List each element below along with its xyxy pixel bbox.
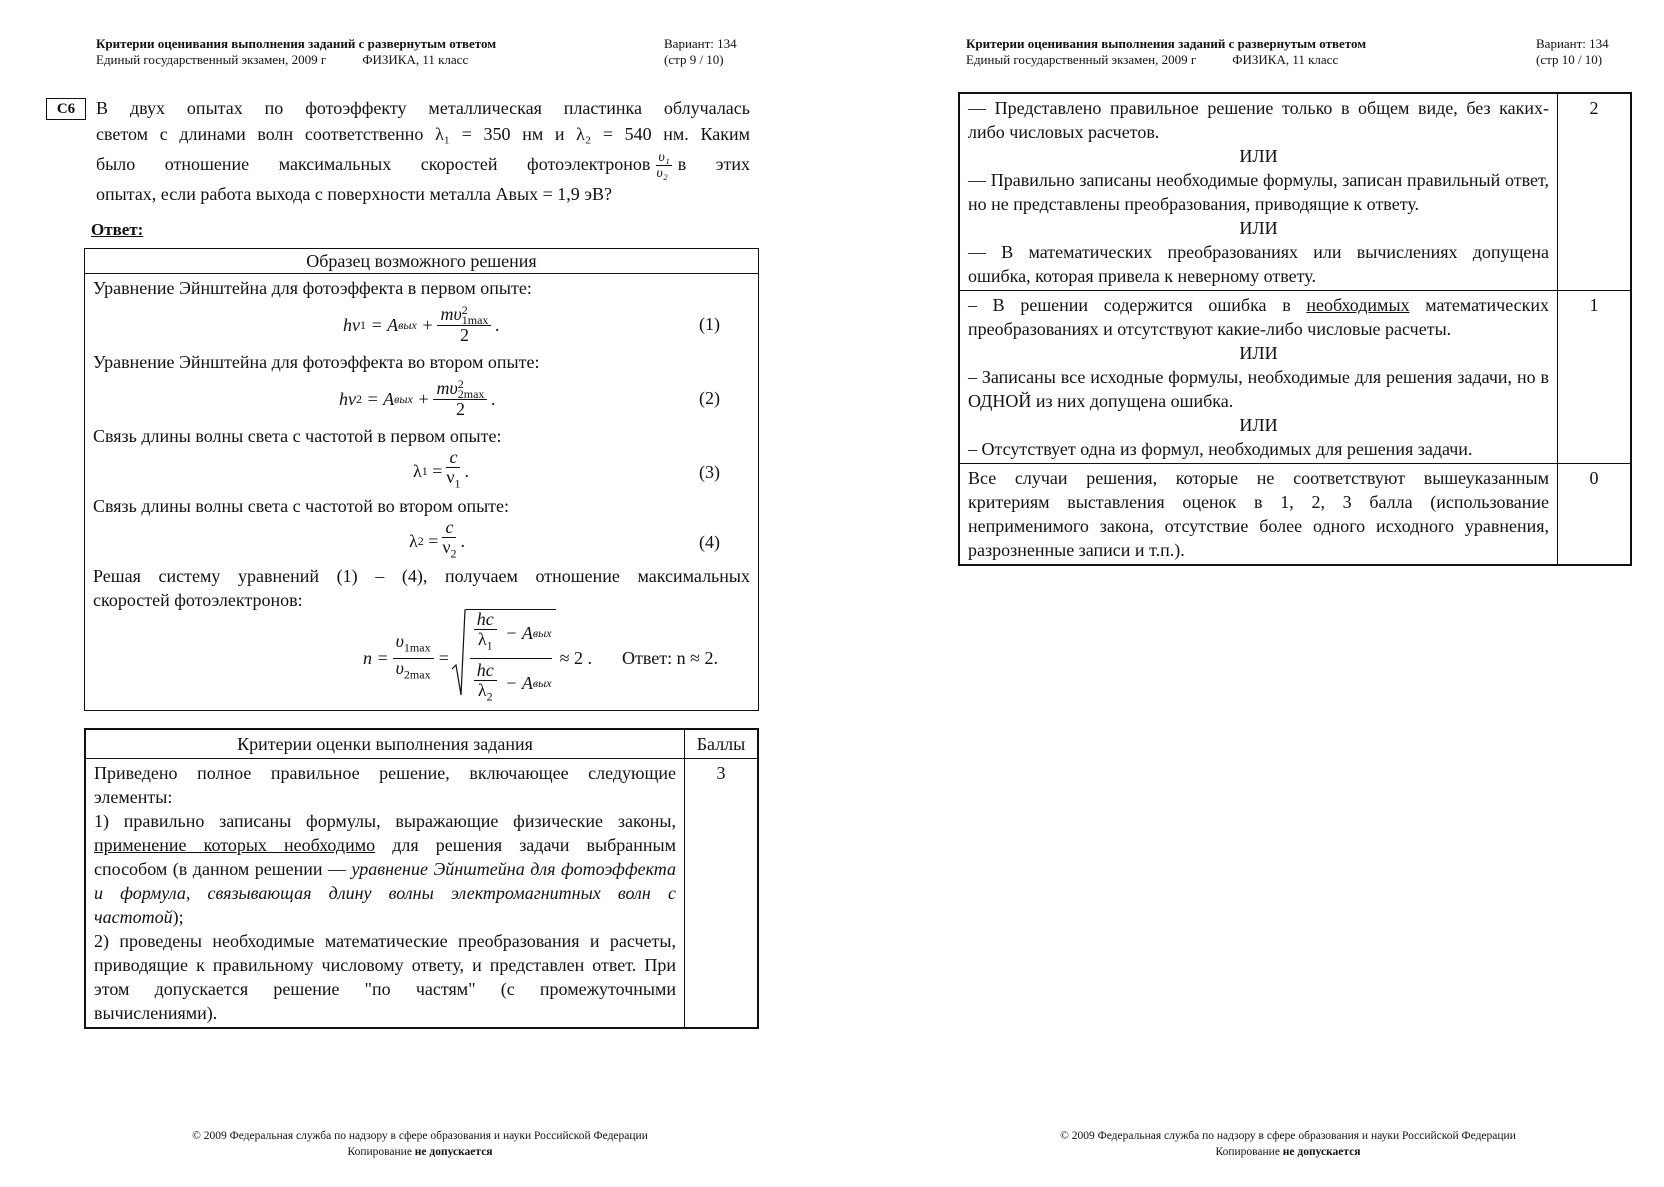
conclusion-text: скоростей фотоэлектронов: <box>93 590 303 610</box>
points-value: 1 <box>1558 291 1631 464</box>
page-header <box>96 36 496 68</box>
solution-step-text: Уравнение Эйнштейна для фотоэффекта в первом опыте: <box>93 278 532 298</box>
header-subject: ФИЗИКА, 11 класс <box>362 52 469 67</box>
formula-term: hc <box>474 661 497 681</box>
page-footer <box>872 1128 1664 1160</box>
text-run: – В решении содержится ошибка в <box>968 295 1307 315</box>
answer-label: Ответ: <box>91 220 144 239</box>
criteria-paragraph: 2) проведены необходимые математические преобразования и расчеты, приводящие к правильному числовому ответу, и представлен ответ. При этом допускается решение "по частям" (с промежуточными вычислениями). <box>94 931 676 1023</box>
header-subject: ФИЗИКА, 11 класс <box>1232 52 1339 67</box>
formula-sub: 1 <box>421 463 428 478</box>
header-exam: Единый государственный экзамен, 2009 г <box>96 52 327 67</box>
footer-copyright: © 2009 Федеральная служба по надзору в сфере образования и науки Российской Федерации <box>192 1130 648 1142</box>
formula-term: hν <box>343 314 360 335</box>
formula-term: hν <box>339 388 356 409</box>
equation-number: (3) <box>699 462 720 482</box>
solution-step-text: Связь длины волны света с частотой в первом опыте: <box>93 426 502 446</box>
formula-term: A <box>521 673 533 694</box>
formula-3: λ 1 = c $\nu_1$ . (3) <box>413 447 720 491</box>
ratio-denominator: υ₂ <box>656 166 668 182</box>
text-run: Копирование <box>347 1146 415 1158</box>
formula-term: λ <box>413 460 422 481</box>
formula-term: c <box>442 518 456 538</box>
solution-step-text: Уравнение Эйнштейна для фотоэффекта во втором опыте: <box>93 352 540 372</box>
underlined-text: необходимых <box>1306 295 1410 315</box>
formula-term: A <box>387 314 399 335</box>
formula-term: A <box>521 622 533 643</box>
velocity-ratio <box>656 150 671 181</box>
formula-sub: вых <box>532 676 552 691</box>
underlined-text: применение которых необходимо <box>94 835 376 855</box>
task-line-part: в этих <box>677 154 750 174</box>
criteria-table-continued <box>958 92 1632 566</box>
header-page-number: (стр 10 / 10) <box>1536 52 1603 67</box>
formula-sub: 1 <box>454 476 461 491</box>
criteria-text <box>960 94 1558 291</box>
or-separator: ИЛИ <box>1239 146 1278 166</box>
sqrt-sign-icon <box>452 609 466 697</box>
or-separator: ИЛИ <box>1239 343 1278 363</box>
square-root: hc $\lambda_1$ − A вых hc $\lambda_2$ − A вых <box>452 609 556 706</box>
task-line: светом с длинами волн соответственно λ₁ = 350 нм и λ₂ = 540 нм. Каким <box>96 124 750 144</box>
formula-sub: 2max <box>457 387 485 402</box>
criteria-header-row <box>86 730 758 759</box>
task-id-badge: С6 <box>46 98 86 120</box>
formula-term: n <box>363 647 372 668</box>
or-separator: ИЛИ <box>1239 218 1278 238</box>
formula-2: hν 2 = A вых + mυ 2 2max 2 . (2) <box>339 377 720 420</box>
formula-sub: 1max <box>403 640 431 655</box>
criteria-row <box>960 464 1631 565</box>
solution-box <box>84 248 759 711</box>
criteria-header: Критерии оценки выполнения задания <box>86 730 685 759</box>
footer-copy-notice <box>872 1144 1664 1160</box>
header-variant: Вариант: 134 <box>664 36 737 51</box>
page-header <box>966 36 1366 68</box>
formula-term: mυ <box>440 303 462 324</box>
points-value: 0 <box>1558 464 1631 565</box>
criteria-text: Все случаи решения, которые не соответствуют вышеуказанным критериям выставления оценок в 1, 2, 3 балла (использование неприменимого закона, отсутствие более одного исходного уравнения, разрозненные записи и т.п.). <box>960 464 1558 565</box>
task-statement <box>96 95 750 207</box>
bold-text: не допускается <box>1282 1146 1361 1158</box>
final-formula: n = $\upsilon_{1max}$ $\upsilon_{2max}$ = hc $\lambda_1$ − A вых hc $\lambda_2$ − A вых ≈ 2 . Ответ: n ≈ 2. <box>93 612 750 704</box>
criteria-item: — Правильно записаны необходимые формулы, записан правильный ответ, но не представлены преобразования, приводящие к ответу. <box>968 170 1549 214</box>
equation-number: (2) <box>699 388 720 408</box>
equation-number: (4) <box>699 532 720 552</box>
formula-term: mυ <box>436 377 458 398</box>
text-run: математических преобразованиях и отсутствуют какие-либо числовые расчеты. <box>968 295 1550 339</box>
formula-sub: 2 <box>450 546 457 561</box>
criteria-text <box>86 759 685 1028</box>
page-header-right <box>1536 36 1609 68</box>
criteria-item <box>968 293 1549 341</box>
criteria-row <box>960 291 1631 464</box>
task-line-part: было отношение максимальных скоростей фотоэлектронов <box>96 154 651 174</box>
formula-sub: 1 <box>360 317 366 332</box>
formula-term: A <box>383 388 395 409</box>
points-value: 3 <box>685 759 758 1028</box>
task-line: В двух опытах по фотоэффекту металлическая пластинка облучалась <box>96 98 750 118</box>
header-page-number: (стр 9 / 10) <box>664 52 724 67</box>
formula-term: λ <box>409 530 418 551</box>
page-header-right <box>664 36 737 68</box>
formula-sub: 2 <box>486 689 493 704</box>
formula-sub: вых <box>394 391 413 406</box>
formula-sub: вых <box>532 625 552 640</box>
formula-1: hν 1 = A вых + mυ 2 1max 2 . (1) <box>343 303 720 346</box>
footer-copyright: © 2009 Федеральная служба по надзору в сфере образования и науки Российской Федерации <box>1060 1130 1516 1142</box>
criteria-item: — Представлено правильное решение только в общем виде, без каких-либо числовых расчетов. <box>968 98 1549 142</box>
formula-term: ν <box>446 467 455 488</box>
formula-term: λ <box>477 680 487 700</box>
formula-sub: 1max <box>461 313 489 328</box>
formula-sub: 2max <box>403 667 431 682</box>
footer-copy-notice <box>0 1144 840 1160</box>
criteria-text <box>960 291 1558 464</box>
text-run: Копирование <box>1215 1146 1283 1158</box>
criteria-item: — В математических преобразованиях или вычислениях допущена ошибка, которая привела к неверному ответу. <box>968 242 1549 286</box>
criteria-table <box>84 728 759 1029</box>
formula-4: λ 2 = c $\nu_2$ . (4) <box>409 517 720 561</box>
bold-text: не допускается <box>414 1146 493 1158</box>
header-exam: Единый государственный экзамен, 2009 г <box>966 52 1197 67</box>
criteria-row <box>960 94 1631 291</box>
text-run: 1) правильно записаны формулы, выражающие физические законы, <box>94 811 676 831</box>
final-answer: Ответ: n ≈ 2. <box>621 647 718 668</box>
ratio-numerator: υ₁ <box>658 150 670 166</box>
points-header: Баллы <box>685 730 758 759</box>
formula-sub: 1 <box>486 639 493 653</box>
text-run: ); <box>172 907 184 927</box>
formula-term: υ <box>395 657 404 678</box>
solution-title: Образец возможного решения <box>85 249 758 274</box>
task-line: опытах, если работа выхода с поверхности металла Aвых = 1,9 эВ? <box>96 184 612 205</box>
formula-term: 2 <box>455 399 465 420</box>
formula-term: hc <box>474 610 497 630</box>
equation-number: (1) <box>699 314 720 334</box>
criteria-item: – Записаны все исходные формулы, необходимые для решения задачи, но в ОДНОЙ из них допущена ошибка. <box>968 367 1549 411</box>
criteria-item: – Отсутствует одна из формул, необходимых для решения задачи. <box>968 439 1473 459</box>
formula-term: υ <box>395 630 404 651</box>
or-separator: ИЛИ <box>1239 415 1278 435</box>
formula-sub: 2 <box>356 391 362 406</box>
task-line <box>96 147 750 181</box>
header-title: Критерии оценивания выполнения заданий с развернутым ответом <box>96 36 497 51</box>
conclusion-text: Решая систему уравнений (1) – (4), получаем отношение максимальных <box>93 566 750 586</box>
formula-sup: 2 <box>457 377 464 392</box>
italic-text: уравнение Эйнштейна для фотоэффекта и формула, связывающая длину волны электромагнитных волн с частотой <box>94 859 676 927</box>
points-value: 2 <box>1558 94 1631 291</box>
formula-term: ν <box>442 537 451 558</box>
criteria-paragraph <box>94 809 676 929</box>
text-run: для решения задачи выбранным способом (в данном решении — <box>94 835 676 879</box>
formula-term: 2 <box>459 325 469 346</box>
header-variant: Вариант: 134 <box>1536 36 1609 51</box>
approx-value: ≈ 2 . <box>559 647 592 668</box>
formula-term: c <box>446 448 460 468</box>
solution-step-text: Связь длины волны света с частотой во втором опыте: <box>93 496 510 516</box>
formula-sub: 2 <box>417 533 424 548</box>
formula-sub: вых <box>398 317 417 332</box>
page-10 <box>872 0 1664 1187</box>
header-title: Критерии оценивания выполнения заданий с развернутым ответом <box>966 36 1367 51</box>
criteria-row <box>86 759 758 1028</box>
formula-sup: 2 <box>461 303 468 318</box>
page-footer <box>0 1128 840 1160</box>
formula-term: λ <box>477 629 487 650</box>
criteria-paragraph: Приведено полное правильное решение, включающее следующие элементы: <box>94 763 676 807</box>
